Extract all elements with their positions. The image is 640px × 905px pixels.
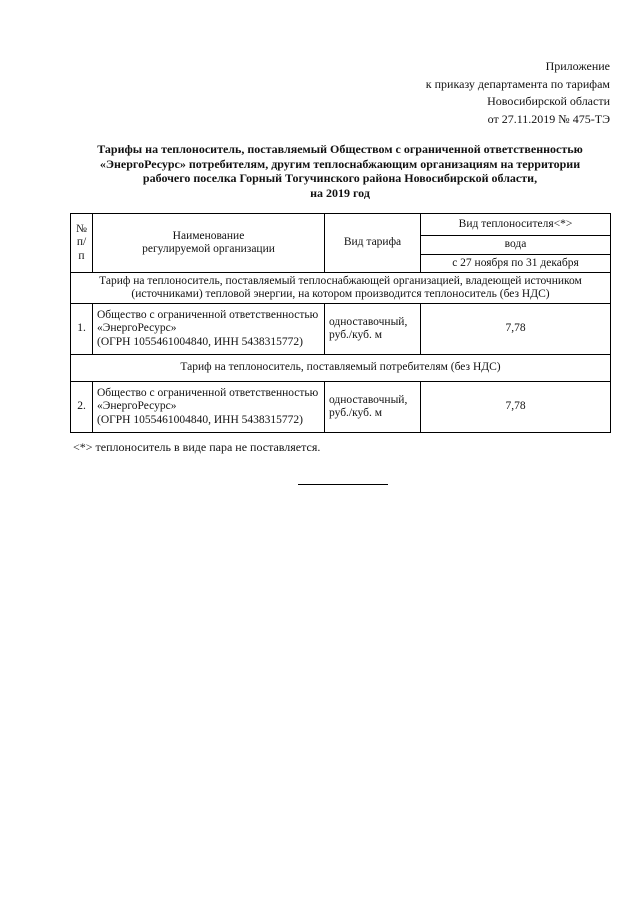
table-row	[71, 382, 611, 433]
header-tariff-type: Вид тарифа	[325, 214, 421, 273]
row-num: 2.	[71, 382, 93, 433]
header-carrier-type: Вид теплоносителя<*>	[421, 214, 611, 236]
row-value: 7,78	[421, 382, 611, 433]
row-value: 7,78	[421, 304, 611, 355]
header-org	[93, 214, 325, 273]
header-org-line-1: Наименование	[172, 229, 245, 242]
row-org-line-2: «ЭнергоРесурс»	[97, 400, 177, 413]
header-org-line-2: регулируемой организации	[142, 243, 275, 255]
header-period: с 27 ноября по 31 декабря	[421, 255, 611, 273]
closing-rule	[298, 484, 388, 485]
appendix-block	[426, 58, 610, 128]
section-row	[71, 273, 611, 304]
row-org	[93, 382, 325, 433]
appendix-line-3: Новосибирской области	[487, 94, 610, 108]
title-line-4: на 2019 год	[310, 185, 370, 200]
tariff-table	[70, 213, 611, 433]
row-type-line-2: руб./куб. м	[329, 329, 383, 341]
appendix-line-1: Приложение	[545, 59, 610, 73]
table-row	[71, 304, 611, 355]
title-line-3: рабочего поселка Горный Тогучинского района Новосибирской области,	[142, 171, 538, 185]
footnote: <*> теплоноситель в виде пара не поставляется.	[73, 440, 321, 454]
row-org-line-3: (ОГРН 1055461004840, ИНН 5438315772)	[97, 335, 303, 348]
title-line-1: Тарифы на теплоноситель, поставляемый Обществом с ограниченной ответственностью	[97, 142, 583, 156]
table-header-row	[71, 214, 611, 236]
appendix-line-2: к приказу департамента по тарифам	[425, 76, 610, 91]
document-title	[70, 142, 610, 200]
row-org-line-1: Общество с ограниченной ответственностью	[97, 386, 319, 399]
section-row	[71, 355, 611, 382]
row-type-line-1: одноставочный,	[329, 393, 408, 406]
header-num: № п/п	[71, 214, 93, 273]
row-type-line-2: руб./куб. м	[329, 407, 383, 419]
header-carrier: вода	[421, 236, 611, 255]
row-org-line-3: (ОГРН 1055461004840, ИНН 5438315772)	[97, 413, 303, 426]
row-num: 1.	[71, 304, 93, 355]
row-tariff-type	[325, 382, 421, 433]
row-org-line-1: Общество с ограниченной ответственностью	[97, 308, 319, 321]
section-title: Тариф на теплоноситель, поставляемый потребителям (без НДС)	[71, 355, 611, 382]
appendix-line-4: от 27.11.2019 № 475-ТЭ	[487, 111, 610, 126]
section-title: Тариф на теплоноситель, поставляемый теплоснабжающей организацией, владеющей источником (источниками) тепловой энергии, на котором производится теплоноситель (без НДС)	[71, 273, 611, 304]
row-type-line-1: одноставочный,	[329, 315, 408, 328]
row-org-line-2: «ЭнергоРесурс»	[97, 322, 177, 335]
row-tariff-type	[325, 304, 421, 355]
row-org	[93, 304, 325, 355]
title-line-2: «ЭнергоРесурс» потребителям, другим теплоснабжающим организациям на территории	[99, 156, 581, 171]
